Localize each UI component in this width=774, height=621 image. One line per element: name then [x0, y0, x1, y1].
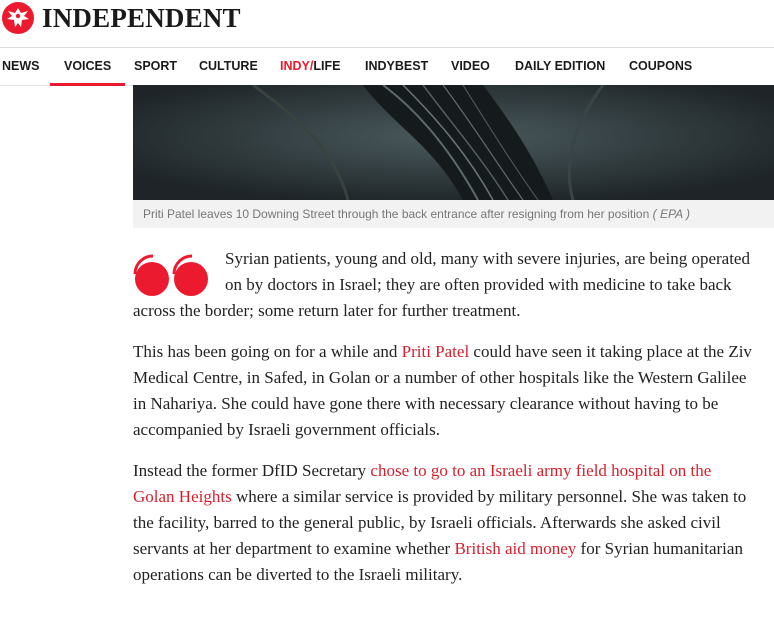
article-paragraph-1: Syrian patients, young and old, many with severe injuries, are being operated on by doctors in Israel; they are often provided with medicine to take back across the border; some return later for further treatment. [133, 246, 753, 324]
article-body [133, 246, 753, 603]
image-credit: ( EPA ) [652, 207, 690, 221]
nav-item-daily-edition[interactable]: DAILY EDITION [515, 59, 606, 73]
nav-item-culture[interactable]: CULTURE [199, 59, 258, 73]
nav-item-coupons[interactable]: COUPONS [629, 59, 693, 73]
nav-item-news[interactable]: NEWS [2, 59, 40, 73]
image-caption-bar [133, 200, 774, 228]
nav-item-indylife[interactable]: INDY/LIFE [280, 59, 341, 73]
nav-item-sport[interactable]: SPORT [134, 59, 178, 73]
image-caption: Priti Patel leaves 10 Downing Street through the back entrance after resigning from her position ( EPA ) [143, 207, 690, 221]
quote-mark-icon [133, 246, 219, 298]
independent-logo[interactable] [2, 2, 241, 34]
link-army-field-hospital[interactable]: chose to go to an Israeli army field hospital on the Golan Heights [133, 461, 712, 506]
link-priti-patel[interactable]: Priti Patel [401, 342, 470, 361]
nav-item-video[interactable]: VIDEO [451, 59, 490, 73]
article-paragraph-2: This has been going on for a while and Priti Patel could have seen it taking place at the Ziv Medical Centre, in Safed, in Golan or a number of other hospitals like the Western Galilee in Nahariya. She could have gone there with necessary clearance without having to be accompanied by Israeli government officials. [133, 342, 752, 439]
brand-wordmark: INDEPENDENT [42, 3, 241, 33]
nav-item-voices[interactable]: VOICES [64, 48, 111, 85]
masthead [0, 0, 774, 46]
link-british-aid-money[interactable]: British aid money [454, 539, 577, 558]
eagle-logo-icon [2, 2, 34, 34]
nav-item-indybest[interactable]: INDYBEST [365, 59, 429, 73]
main-nav [0, 47, 774, 86]
article-paragraph-3: Instead the former DfID Secretary chose to go to an Israeli army field hospital on the Golan Heights where a similar service is provided by military personnel. She was taken to the facility, barred to the general public, by Israeli officials. Afterwards she asked civil servants at her department to examine whether British aid money for Syrian humanitarian operations can be diverted to the Israeli military. [133, 461, 747, 584]
hero-image [133, 85, 774, 200]
